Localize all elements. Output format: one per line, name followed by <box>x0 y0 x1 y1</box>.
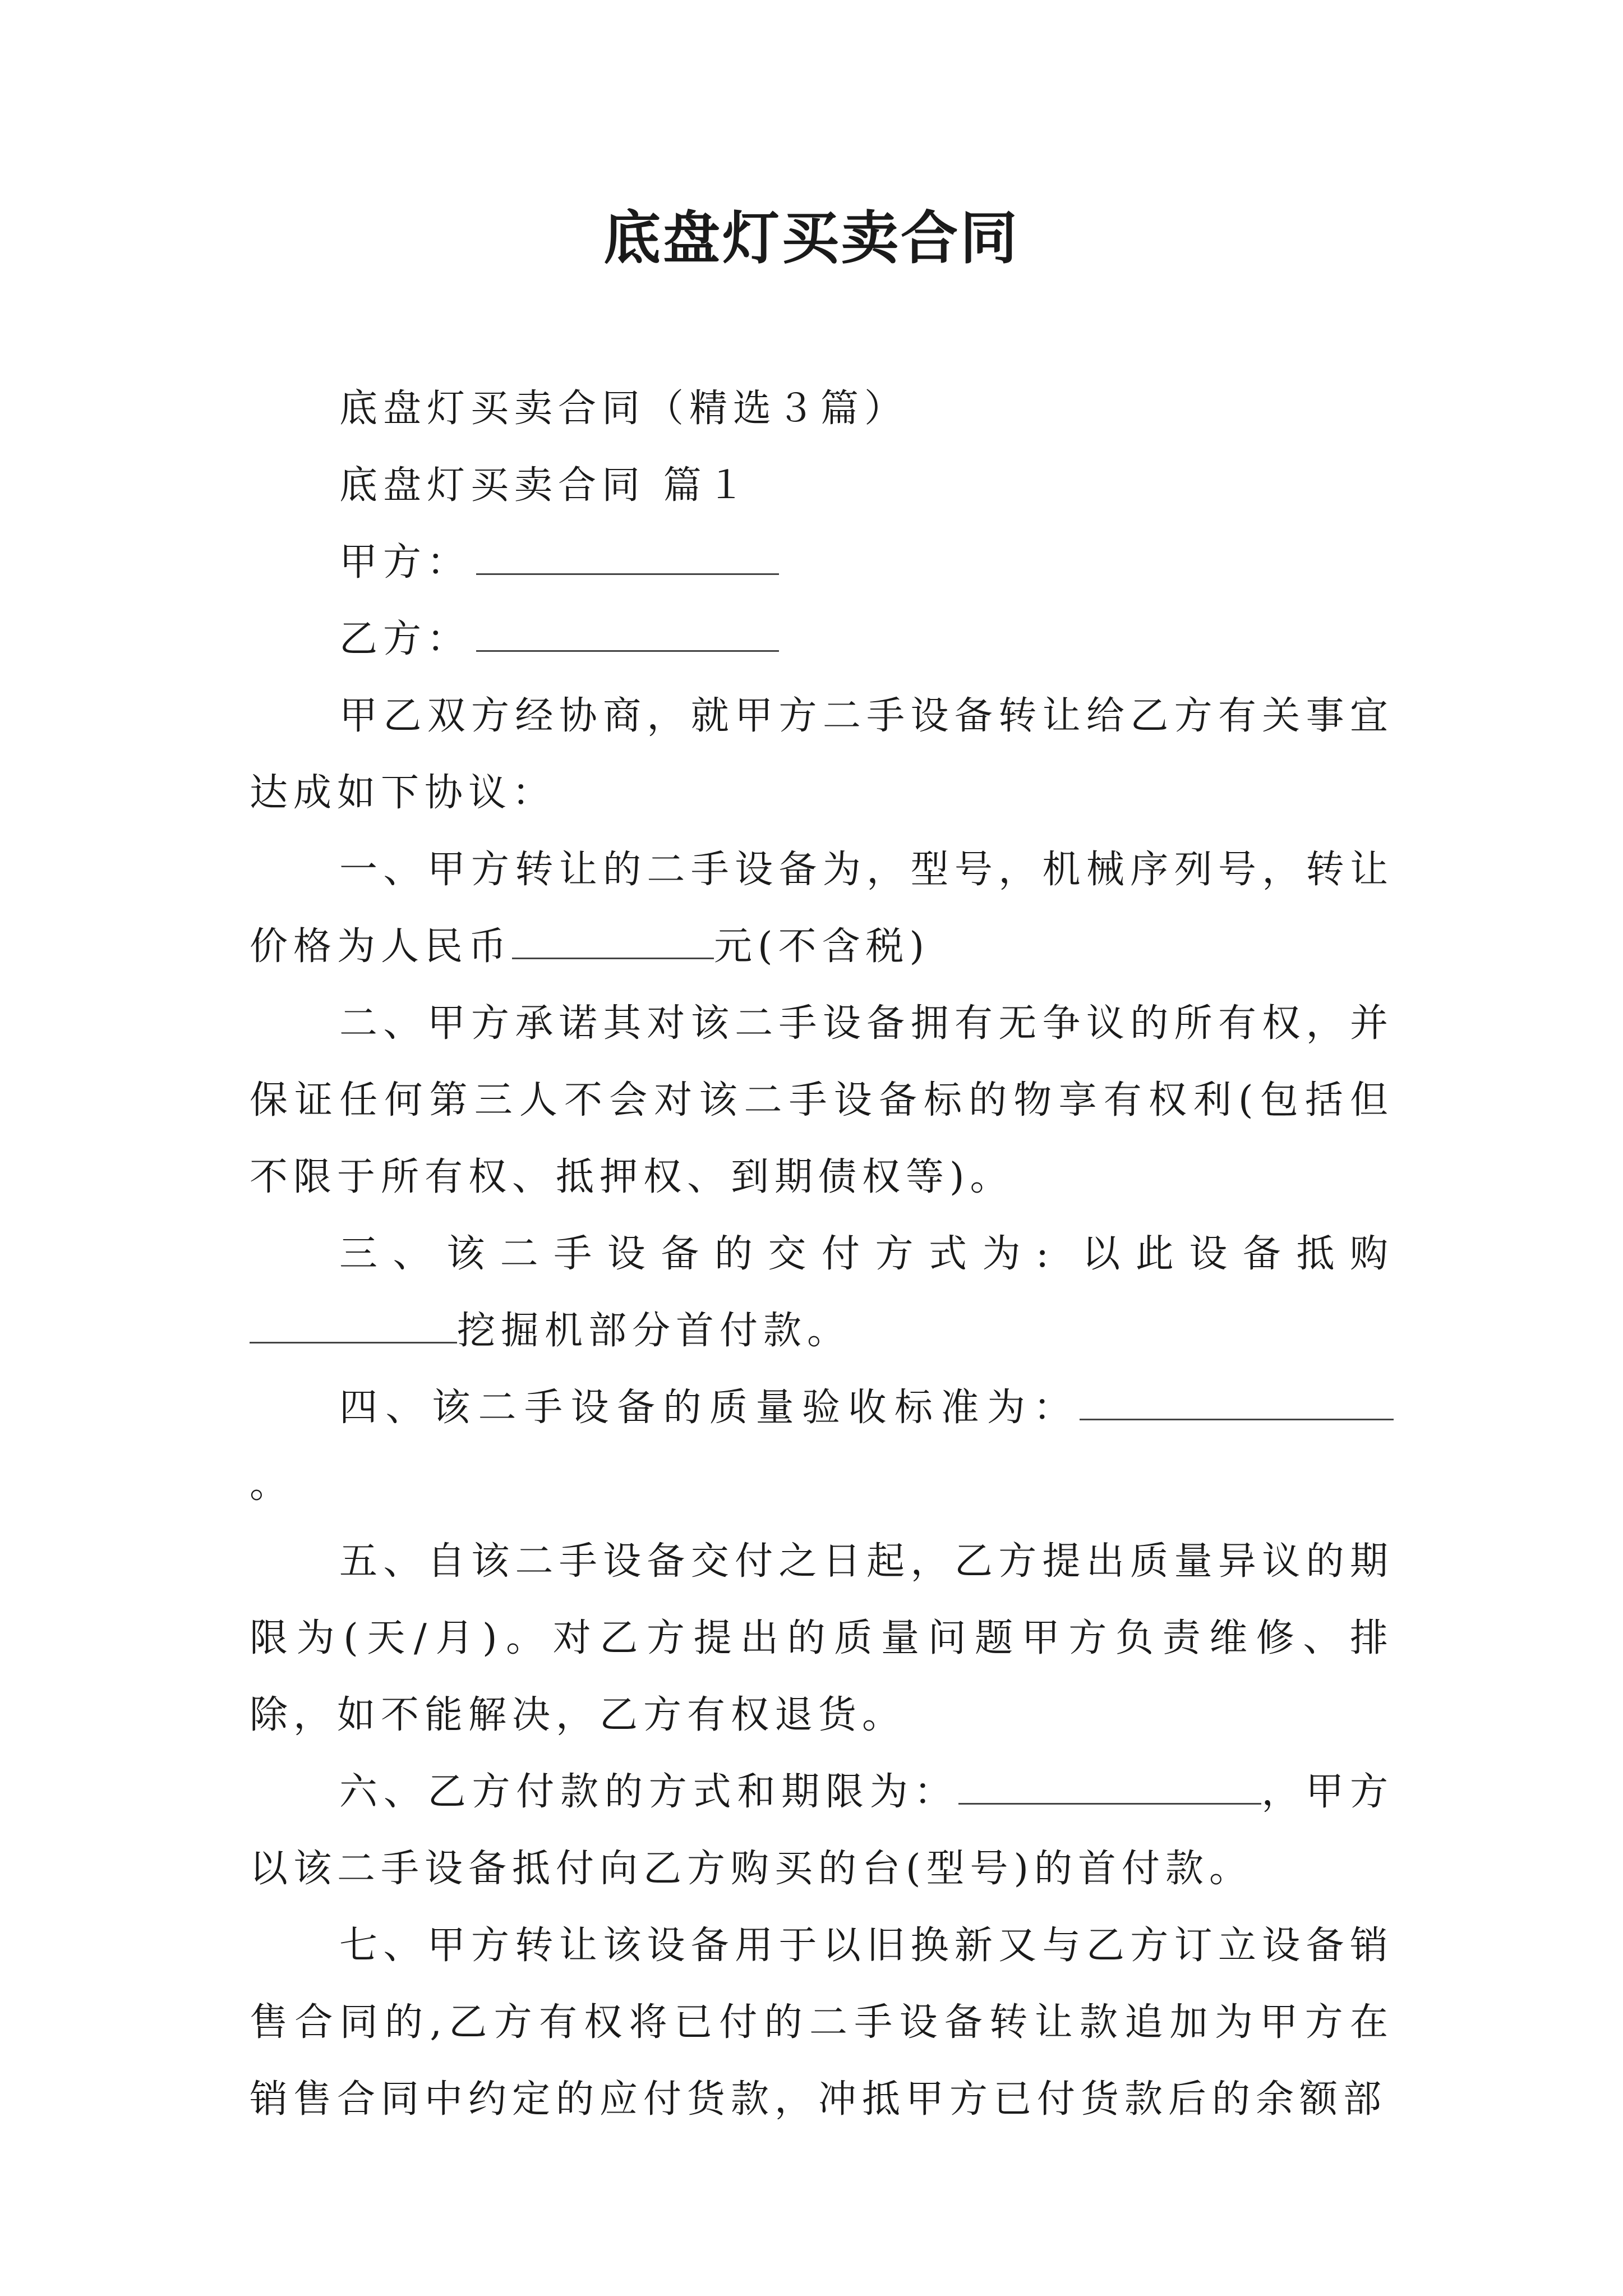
clause-7: 七、甲方转让该设备用于以旧换新又与乙方订立设备销售合同的,乙方有权将已付的二手设备转让款追加为甲方在销售合同中约定的应付货款，冲抵甲方已付货款后的余额部 <box>250 1924 1394 2122</box>
clause-6-text: 六、乙方付款的方式和期限为： <box>339 1770 958 1814</box>
delivery-blank <box>250 1319 457 1343</box>
clause-1 <box>250 831 1394 985</box>
clause-6-tail: ，甲方以该二手设备抵付向乙方购买的台(型号)的首付款。 <box>250 1770 1394 1891</box>
clause-5: 五、自该二手设备交付之日起，乙方提出质量异议的期限为(天/月)。对乙方提出的质量问题甲方负责维修、排除，如不能解决，乙方有权退货。 <box>250 1539 1394 1737</box>
party-a-label: 甲方： <box>339 540 471 585</box>
party-b-label: 乙方： <box>339 617 471 661</box>
document-body <box>250 370 1394 2138</box>
clause-4-tail: 。 <box>250 1462 294 1507</box>
clause-1-text: 一、甲方转让的二手设备为，型号，机械序列号，转让价格为人民币 <box>250 848 1394 969</box>
subtitle-line: 底盘灯买卖合同（精选３篇） <box>339 386 909 431</box>
clause-1-tail: 元(不含税) <box>714 924 930 969</box>
party-a-blank <box>476 551 779 575</box>
document-title: 底盘灯买卖合同 <box>603 205 1020 272</box>
party-b-line <box>250 601 1394 678</box>
clause-6 <box>250 1754 1394 1907</box>
clause-2: 二、甲方承诺其对该二手设备拥有无争议的所有权，并保证任何第三人不会对该二手设备标的物享有权利(包括但不限于所有权、抵押权、到期债权等)。 <box>250 1001 1394 1199</box>
clause-3-text: 三、该二手设备的交付方式为: 以此设备抵购 <box>339 1232 1394 1276</box>
intro-paragraph: 甲乙双方经协商，就甲方二手设备转让给乙方有关事宜达成如下协议： <box>250 694 1394 815</box>
payment-blank <box>958 1780 1261 1805</box>
price-blank <box>512 935 714 959</box>
clause-4-text: 四、该二手设备的质量验收标准为： <box>339 1386 1080 1430</box>
clause-3 <box>250 1216 1394 1369</box>
clause-3-tail: 挖掘机部分首付款。 <box>457 1309 851 1353</box>
party-a-line <box>250 524 1394 601</box>
clause-4 <box>250 1369 1394 1523</box>
quality-blank <box>1080 1396 1394 1420</box>
section-heading: 底盘灯买卖合同 篇１ <box>339 463 751 508</box>
party-b-blank <box>476 628 779 652</box>
